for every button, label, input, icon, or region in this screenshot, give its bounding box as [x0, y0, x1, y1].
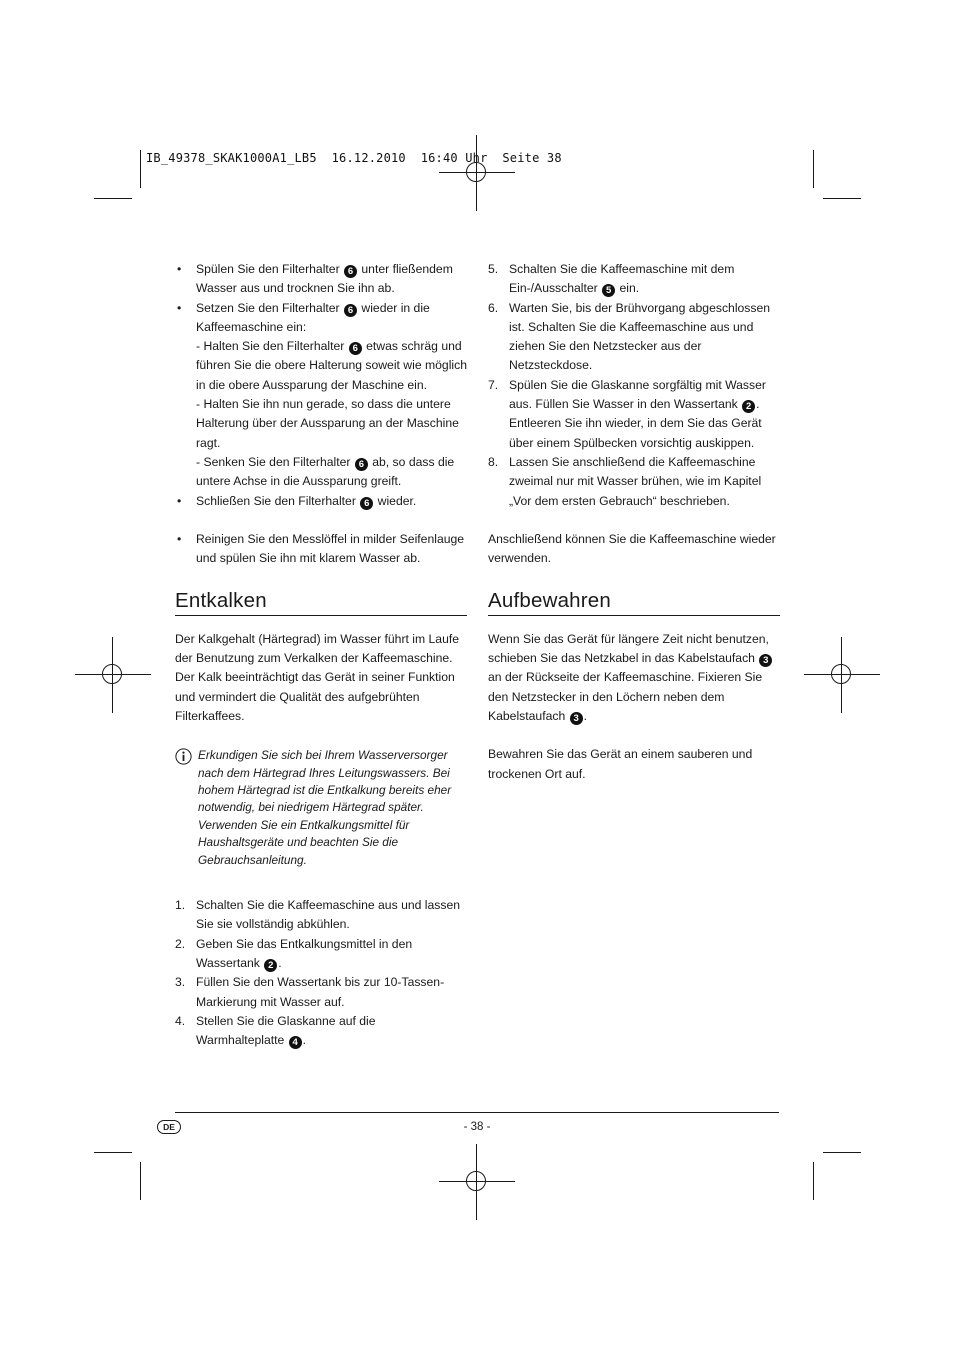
right-column — [488, 260, 780, 784]
left-column — [175, 260, 467, 1050]
crop-mark — [94, 198, 132, 199]
list-item-text: Setzen Sie den Filterhalter 6 wieder in die Kaffeemaschine ein: — [196, 300, 430, 334]
crop-mark — [140, 1162, 141, 1200]
info-note — [175, 747, 467, 869]
list-item: • Spülen Sie den Filterhalter 6 unter fließendem Wasser aus und trocknen Sie ihn ab. — [175, 260, 467, 299]
sub-step: - Halten Sie ihn nun gerade, so dass die untere Halterung über der Aussparung an der Maschine ragt. — [196, 397, 459, 450]
step-number: 4. — [175, 1013, 186, 1028]
part-number-badge: 4 — [289, 1036, 302, 1049]
step-item — [488, 453, 780, 511]
list-item: • Reinigen Sie den Messlöffel in milder Seifenlauge und spülen Sie ihn mit klarem Wasser ab. — [175, 530, 467, 569]
list-item — [175, 299, 467, 492]
part-number-badge: 5 — [602, 284, 615, 297]
part-number-badge: 3 — [570, 712, 583, 725]
storage-paragraph: Wenn Sie das Gerät für längere Zeit nicht benutzen, schieben Sie das Netzkabel in das Kabelstaufach 3 an der Rückseite der Kaffeemaschine. Fixieren Sie den Netzstecker in den Löchern neben dem Kabelstaufach 3 . — [488, 630, 780, 726]
cleaning-bullets — [175, 260, 467, 511]
crop-mark — [813, 150, 814, 188]
crop-mark — [94, 1152, 132, 1153]
page-number: - 38 - — [463, 1121, 491, 1133]
step-number: 7. — [488, 377, 499, 392]
print-header: IB_49378_SKAK1000A1_LB5 16.12.2010 16:40 Uhr Seite 38 — [146, 151, 562, 165]
section-heading-aufbewahren: Aufbewahren — [488, 591, 780, 615]
section-heading-entkalken: Entkalken — [175, 591, 467, 615]
part-number-badge: 6 — [344, 304, 357, 317]
part-number-badge: 6 — [355, 458, 368, 471]
step-text: Geben Sie das Entkalkungsmittel in den Wassertank 2 . — [196, 936, 413, 971]
step-text: Warten Sie, bis der Brühvorgang abgeschlossen ist. Schalten Sie die Kaffeemaschine aus und ziehen Sie den Netzstecker aus der Netzsteckdose. — [509, 300, 771, 373]
registration-mark — [804, 637, 880, 713]
spoon-bullet — [175, 530, 467, 569]
sub-step: - Senken Sie den Filterhalter 6 ab, so dass die untere Achse in die Aussparung greift. — [196, 454, 455, 489]
intro-paragraph: Der Kalkgehalt (Härtegrad) im Wasser führt im Laufe der Benutzung zum Verkalken der Kaffeemaschine. Der Kalk beeinträchtigt das Gerät in seiner Funktion und vermindert die Qualität des aufgebrühten Filterkaffees. — [175, 631, 460, 723]
info-icon — [175, 748, 192, 765]
step-number: 5. — [488, 262, 499, 276]
step-number: 2. — [175, 936, 186, 951]
crop-mark — [823, 198, 861, 199]
step-text: Spülen Sie die Glaskanne sorgfältig mit Wasser aus. Füllen Sie Wasser in den Wassertank 2 . Entleeren Sie ihn wieder, in dem Sie das Gerät über einem Spülbecken vorsichtig auskippen. — [509, 377, 766, 450]
part-number-badge: 6 — [344, 265, 357, 278]
descaling-steps — [175, 896, 467, 1050]
step-item — [488, 260, 780, 299]
part-number-badge: 2 — [264, 959, 277, 972]
step-number: 6. — [488, 300, 499, 315]
registration-mark — [75, 637, 151, 713]
step-number: 8. — [488, 454, 499, 469]
step-item — [488, 376, 780, 453]
step-number: 1. — [175, 898, 186, 913]
crop-mark — [823, 1152, 861, 1153]
part-number-badge: 3 — [759, 654, 772, 667]
note-text: Erkundigen Sie sich bei Ihrem Wasserversorger nach dem Härtegrad Ihres Leitungswassers. Bei hohem Härtegrad ist die Entkalkung bereits eher notwendig, bei niedrigem Härtegrad später. Verwenden Sie ein Entkalkungsmittel für Haushaltsgeräte und beachten Sie die Gebrauchsanleitung. — [198, 748, 452, 867]
crop-mark — [140, 150, 141, 188]
step-text: Stellen Sie die Glaskanne auf die Warmhalteplatte 4 . — [196, 1013, 376, 1049]
step-item — [175, 973, 467, 1012]
step-text: Schalten Sie die Kaffeemaschine mit dem Ein-/Ausschalter 5 ein. — [509, 262, 735, 297]
part-number-badge: 2 — [742, 400, 755, 413]
descaling-steps-continued — [488, 260, 780, 511]
step-item — [488, 299, 780, 376]
registration-mark — [439, 135, 515, 211]
step-text: Füllen Sie den Wassertank bis zur 10-Tassen-Markierung mit Wasser auf. — [196, 975, 445, 1009]
storage-paragraph-2: Bewahren Sie das Gerät an einem sauberen und trockenen Ort auf. — [488, 747, 753, 781]
step-item — [175, 1012, 467, 1051]
crop-mark — [813, 1162, 814, 1200]
footer-rule — [175, 1112, 779, 1113]
part-number-badge: 6 — [360, 497, 373, 510]
step-text: Lassen Sie anschließend die Kaffeemaschine zweimal nur mit Wasser brühen, wie im Kapitel „Vor dem ersten Gebrauch“ beschrieben. — [509, 454, 762, 508]
part-number-badge: 6 — [349, 342, 362, 355]
sub-step: - Halten Sie den Filterhalter 6 etwas schräg und führen Sie die obere Halterung soweit wie möglich in die obere Aussparung der Maschine ein. — [196, 339, 467, 392]
step-text: Schalten Sie die Kaffeemaschine aus und lassen Sie sie vollständig abkühlen. — [196, 898, 461, 932]
language-badge: DE — [157, 1120, 181, 1134]
registration-mark — [439, 1144, 515, 1220]
step-item — [175, 896, 467, 935]
after-steps-paragraph: Anschließend können Sie die Kaffeemaschine wieder verwenden. — [488, 531, 776, 566]
step-number: 3. — [175, 975, 186, 990]
list-item: • Schließen Sie den Filterhalter 6 wieder. — [175, 492, 467, 511]
step-item — [175, 935, 467, 974]
